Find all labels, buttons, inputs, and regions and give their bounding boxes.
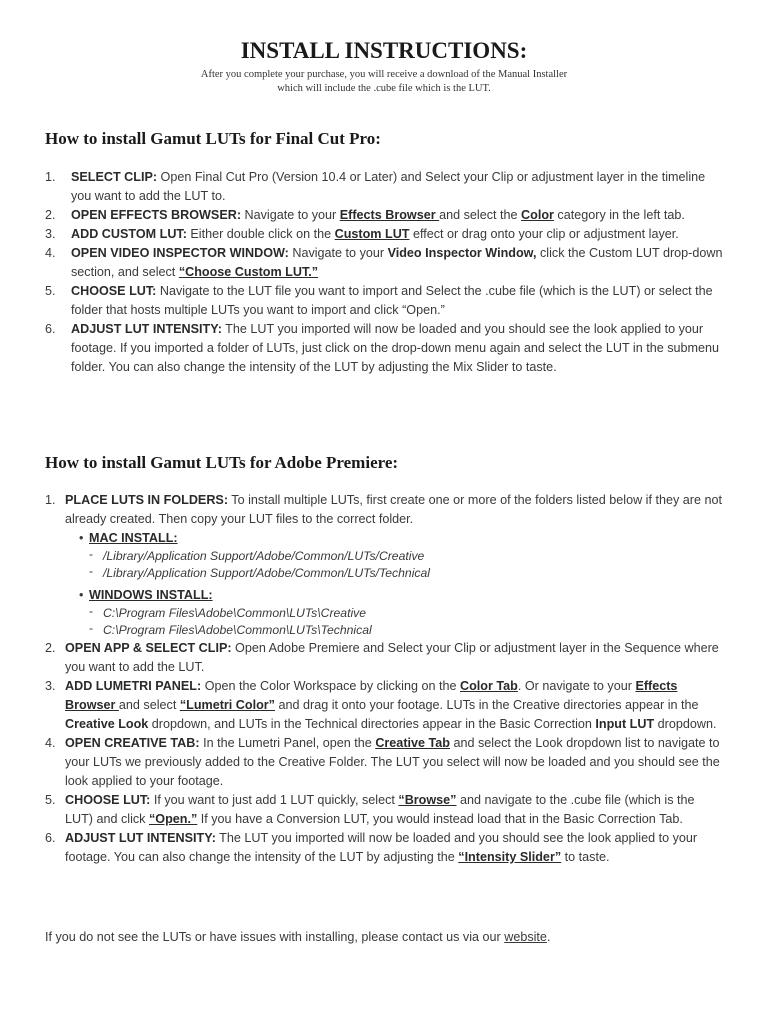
keyword-input-lut: Input LUT — [595, 717, 655, 731]
path-item — [89, 622, 725, 639]
dash-icon: - — [89, 547, 94, 561]
step-text: to taste. — [561, 850, 610, 864]
dash-icon: - — [89, 621, 94, 635]
mac-install — [65, 529, 725, 586]
step-text: category in the left tab. — [553, 208, 685, 222]
support-text: If you do not see the LUTs or have issues with installing, please contact us via our — [45, 930, 505, 944]
fcp-step — [45, 225, 725, 244]
step-number: 5. — [45, 284, 56, 298]
step-label: CHOOSE LUT: — [71, 284, 157, 298]
mac-install-label: MAC INSTALL: — [89, 531, 178, 545]
step-label: PLACE LUTS IN FOLDERS: — [65, 493, 229, 507]
step-text: Open Adobe Premiere and Select your Clip or adjustment layer in the Sequence where you want to add the LUT. — [65, 641, 719, 674]
fcp-steps — [45, 168, 725, 377]
step-number: 6. — [45, 322, 56, 336]
premiere-heading: How to install Gamut LUTs for Adobe Premiere: — [45, 453, 399, 472]
step-number: 1. — [45, 170, 56, 184]
keyword-browse: “Browse” — [398, 793, 457, 807]
keyword-lumetri-color: “Lumetri Color” — [179, 698, 275, 712]
step-text: Open Final Cut Pro (Version 10.4 or Later) and Select your Clip or adjustment layer in the timeline you want to add the LUT to. — [71, 170, 706, 203]
path-item — [89, 605, 725, 622]
premiere-steps — [45, 491, 725, 867]
path-text: C:\Program Files\Adobe\Common\LUTs\Technical — [103, 623, 372, 637]
step-text: and drag it onto your footage. LUTs in the Creative directories appear in the — [274, 698, 699, 712]
path-item — [89, 548, 725, 565]
dash-icon: - — [89, 604, 94, 618]
fcp-step — [45, 206, 725, 225]
step-text: The LUT you imported will now be loaded and you should see the look applied to your footage. You can also change the intensity of the LUT by adjusting the — [65, 831, 698, 864]
step-text: dropdown, and LUTs in the Technical directories appear in the Basic Correction — [148, 717, 596, 731]
step-text: Navigate to your — [241, 208, 340, 222]
keyword-video-inspector: Video Inspector Window, — [387, 246, 537, 260]
path-text: C:\Program Files\Adobe\Common\LUTs\Creative — [103, 606, 367, 620]
step-number: 6. — [45, 831, 56, 845]
mac-paths — [89, 548, 725, 582]
step-text: If you have a Conversion LUT, you would instead load that in the Basic Correction Tab. — [197, 812, 683, 826]
bullet-icon: • — [79, 588, 84, 602]
windows-paths — [89, 605, 725, 639]
fcp-step — [45, 244, 725, 282]
fcp-step — [45, 282, 725, 320]
step-text: To install multiple LUTs, first create one or more of the folders listed below if they are not already created. Then copy your LUT files to the correct folder. — [65, 493, 722, 526]
dash-icon: - — [89, 564, 94, 578]
step-text: . Or navigate to your — [517, 679, 636, 693]
install-locations — [65, 529, 725, 639]
keyword-custom-lut: Custom LUT — [334, 227, 410, 241]
step-text: and select — [118, 698, 180, 712]
step-number: 1. — [45, 493, 56, 507]
keyword-choose-custom-lut: “Choose Custom LUT.” — [178, 265, 319, 279]
step-text: If you want to just add 1 LUT quickly, select — [150, 793, 399, 807]
step-number: 4. — [45, 246, 56, 260]
step-label: CHOOSE LUT: — [65, 793, 151, 807]
step-text: The LUT you imported will now be loaded and you should see the look applied to your footage. If you imported a folder of LUTs, just click on the drop-down menu again and select the LUT in the submenu folder. You can also change the intensity of the LUT by adjusting the Mix Slider to taste. — [71, 322, 720, 374]
keyword-effects-browser: Effects Browser — [65, 679, 678, 712]
support-end: . — [546, 930, 551, 944]
step-text: and navigate to the .cube file (which is the LUT) and click — [65, 793, 695, 826]
keyword-creative-tab: Creative Tab — [375, 736, 450, 750]
premiere-step — [45, 829, 725, 867]
step-label: OPEN CREATIVE TAB: — [65, 736, 200, 750]
premiere-step — [45, 734, 725, 791]
support-note — [45, 928, 735, 947]
step-text: Either double click on the — [186, 227, 335, 241]
premiere-step — [45, 639, 725, 677]
page-title: INSTALL INSTRUCTIONS: — [240, 38, 528, 63]
fcp-step — [45, 168, 725, 206]
keyword-intensity-slider: “Intensity Slider” — [458, 850, 562, 864]
step-label: ADJUST LUT INTENSITY: — [65, 831, 216, 845]
path-item — [89, 565, 725, 582]
step-number: 3. — [45, 227, 56, 241]
windows-install — [65, 586, 725, 639]
step-text: effect or drag onto your clip or adjustment layer. — [409, 227, 679, 241]
step-number: 2. — [45, 641, 56, 655]
step-text: click the Custom LUT drop-down section, and select — [71, 246, 723, 279]
path-text: /Library/Application Support/Adobe/Common/LUTs/Creative — [103, 549, 425, 563]
step-text: Navigate to the LUT file you want to import and Select the .cube file (which is the LUT) or select the folder that hosts multiple LUTs you want to import and click “Open.” — [71, 284, 713, 317]
step-text: and select the — [439, 208, 522, 222]
keyword-color: Color — [521, 208, 554, 222]
step-number: 3. — [45, 679, 56, 693]
step-number: 5. — [45, 793, 56, 807]
step-text: Open the Color Workspace by clicking on the — [201, 679, 460, 693]
step-label: OPEN EFFECTS BROWSER: — [71, 208, 242, 222]
subtitle-line-2: which will include the .cube file which is the LUT. — [277, 83, 491, 94]
step-label: SELECT CLIP: — [71, 170, 158, 184]
premiere-step — [45, 791, 725, 829]
fcp-heading: How to install Gamut LUTs for Final Cut Pro: — [45, 129, 381, 148]
subtitle-line-1: After you complete your purchase, you will receive a download of the Manual Installer — [200, 69, 568, 80]
keyword-open: “Open.” — [148, 812, 198, 826]
step-label: OPEN APP & SELECT CLIP: — [65, 641, 232, 655]
windows-install-label: WINDOWS INSTALL: — [89, 588, 213, 602]
path-text: /Library/Application Support/Adobe/Common/LUTs/Technical — [103, 566, 430, 580]
step-text: dropdown. — [654, 717, 717, 731]
step-text: and select the Look dropdown list to navigate to your LUTs we previously added to the Creative Folder. The LUT you select will now be loaded and you should see the look applied to your footage. — [65, 736, 720, 788]
premiere-step — [45, 491, 725, 639]
step-label: ADD LUMETRI PANEL: — [65, 679, 202, 693]
fcp-step — [45, 320, 725, 377]
keyword-creative-look: Creative Look — [65, 717, 149, 731]
step-text: In the Lumetri Panel, open the — [199, 736, 376, 750]
keyword-effects-browser: Effects Browser — [339, 208, 440, 222]
page-subtitle — [0, 68, 768, 96]
premiere-step — [45, 677, 725, 734]
step-label: OPEN VIDEO INSPECTOR WINDOW: — [71, 246, 289, 260]
step-number: 2. — [45, 208, 56, 222]
step-text: Navigate to your — [288, 246, 388, 260]
step-label: ADD CUSTOM LUT: — [71, 227, 187, 241]
bullet-icon: • — [79, 531, 84, 545]
website-link[interactable]: website — [504, 930, 547, 944]
step-label: ADJUST LUT INTENSITY: — [71, 322, 222, 336]
step-number: 4. — [45, 736, 56, 750]
keyword-color-tab: Color Tab — [459, 679, 518, 693]
